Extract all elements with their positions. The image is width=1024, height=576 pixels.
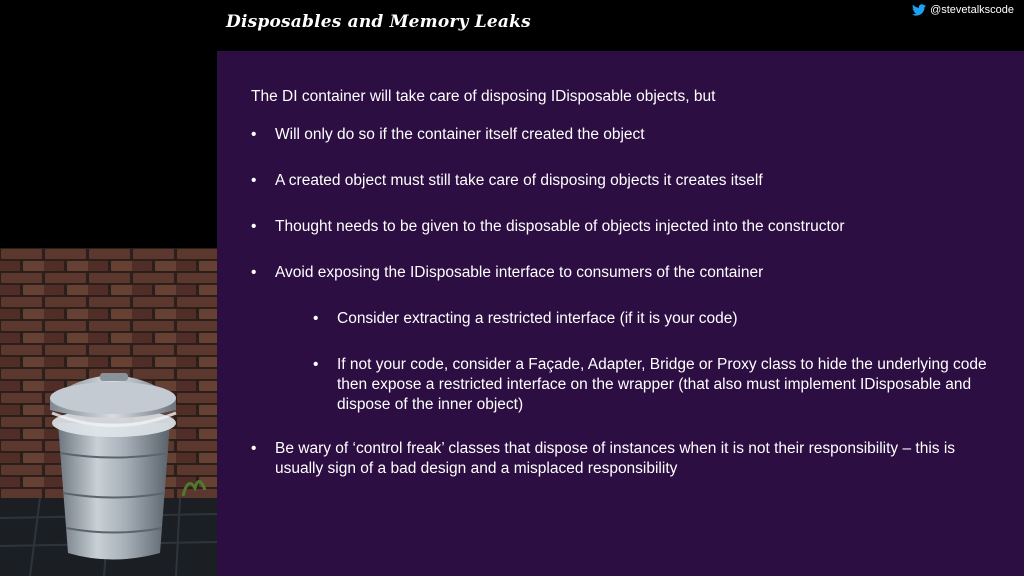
bullet-text: Thought needs to be given to the disposable of objects injected into the constructor (275, 218, 845, 235)
bullet-item (251, 217, 1004, 237)
handle-text: @stevetalkscode (930, 4, 1014, 16)
content-panel (217, 51, 1024, 576)
bullet-item (251, 263, 1004, 415)
bullet-text: Be wary of ‘control freak’ classes that dispose of instances when it is not their responsibility – this is usually sign of a bad design and a misplaced responsibility (275, 440, 956, 477)
bullet-text: Will only do so if the container itself created the object (275, 126, 645, 143)
twitter-bird-icon (912, 4, 926, 16)
sub-bullet-text: If not your code, consider a Façade, Adapter, Bridge or Proxy class to hide the underlying code then expose a restricted interface on the wrapper (that also must implement IDisposable and dispose of the inner object) (337, 356, 987, 413)
slide-title: Disposables and Memory Leaks (226, 12, 531, 32)
bullet-item (251, 439, 1004, 479)
bullet-item (251, 125, 1004, 145)
bullet-text: A created object must still take care of disposing objects it creates itself (275, 172, 763, 189)
intro-text: The DI container will take care of disposing IDisposable objects, but (251, 88, 716, 105)
bullet-list (251, 125, 1004, 479)
twitter-handle (912, 4, 1014, 16)
sub-bullet-item (313, 355, 1004, 415)
sub-bullet-list (275, 309, 1004, 415)
trash-can-photo (0, 248, 217, 576)
bullet-text: Avoid exposing the IDisposable interface to consumers of the container (275, 264, 764, 281)
sub-bullet-text: Consider extracting a restricted interface (if it is your code) (337, 310, 738, 327)
bullet-item (251, 171, 1004, 191)
sub-bullet-item (313, 309, 1004, 329)
